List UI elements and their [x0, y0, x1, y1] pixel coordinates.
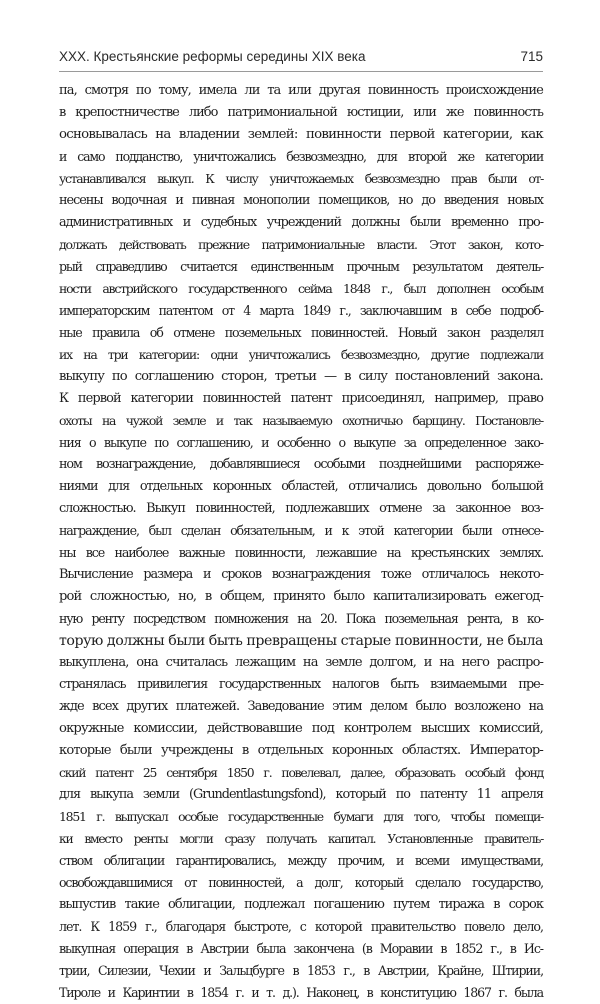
text-line: в крепостничестве либо патримониальной юстиции, или же повинность [59, 105, 543, 120]
text-line: рой сложностью, но, в общем, принято было капитализировать ежегод- [59, 589, 543, 604]
running-title: XXX. Крестьянские реформы середины XIX века [59, 49, 366, 64]
text-line: выкупная операция в Австрии была закончена (в Моравии в 1852 г., в Ис- [59, 941, 543, 956]
text-line: их на три категории: одни уничтожались безвозмездно, другие подлежали [59, 347, 543, 362]
text-line: устанавливался выкуп. К числу уничтожаемых безвозмездно прав были от- [59, 172, 543, 186]
text-line: трии, Силезии, Чехии и Зальцбурге в 1853 г., в Австрии, Крайне, Штирии, [59, 963, 543, 978]
text-line: награждение, был сделан обязательным, и к этой категории были отнесе- [59, 523, 543, 538]
text-line: ны все наиболее важные повинности, лежавшие на крестьянских землях. [59, 545, 543, 560]
text-line: выкуплена, она считалась лежащим на земле долгом, и на него распро- [59, 655, 543, 670]
text-line: освобождавшимися от повинностей, а долг, который сделало государство, [59, 875, 543, 890]
page-number: 715 [520, 49, 543, 64]
text-line: Тироле и Каринтии в 1854 г. и т. д.). Наконец, в конституцию 1867 г. была [59, 985, 543, 1000]
text-line: ниями для отдельных коронных областей, отличались довольно большой [59, 479, 543, 494]
text-line: ную ренту посредством помножения на 20. Пока поземельная рента, в ко- [59, 611, 543, 626]
text-line: основывалась на владении землей: повинности первой категории, как [59, 127, 543, 142]
text-line: для выкупа земли (Grundentlastungsfond), который по патенту 11 апреля [59, 787, 543, 802]
text-line: сложностью. Выкуп повинностей, подлежавших отмене за законное воз- [59, 501, 543, 516]
text-line: ством облигации гарантировались, между прочим, и всеми имуществами, [59, 853, 543, 868]
text-line: ном вознаграждение, добавлявшиеся особыми позднейшими распоряже- [59, 457, 543, 472]
text-line: выпустив такие облигации, подлежал погашению путем тиража в сорок [59, 897, 543, 912]
text-line: императорским патентом от 4 марта 1849 г., заключавшим в себе подроб- [59, 303, 543, 318]
text-line: лет. К 1859 г., благодаря быстроте, с которой правительство повело дело, [59, 919, 543, 934]
text-line: К первой категории повинностей патент присоединял, например, право [59, 391, 543, 406]
text-line: ные правила об отмене поземельных повинностей. Новый закон разделял [59, 325, 543, 340]
header-rule [59, 71, 543, 72]
text-line: должать действовать прежние патримониальные власти. Этот закон, кото- [59, 237, 543, 252]
text-line: жде всех других платежей. Заведование этим делом было возложено на [59, 699, 543, 714]
body-text [59, 80, 543, 1004]
text-line: торую должны были быть превращены старые повинности, не была [59, 633, 543, 649]
text-line: охоты на чужой земле и так называемую охотничью барщину. Постановле- [59, 413, 543, 428]
text-line: Вычисление размера и сроков вознаграждения тоже отличалось некото- [59, 567, 543, 582]
running-header [59, 49, 543, 71]
text-line: ния о выкупе по соглашению, и особенно о выкупе за определенное зако- [59, 435, 543, 450]
text-line: окружные комиссии, действовавшие под контролем высших комиссий, [59, 721, 543, 736]
text-line: несены водочная и пивная монополии помещиков, но до введения новых [59, 193, 543, 208]
text-line: выкупу по соглашению сторон, третьи — в силу постановлений закона. [59, 369, 543, 384]
text-line: ский патент 25 сентября 1850 г. повелевал, далее, образовать особый фонд [59, 766, 543, 780]
text-line: ности австрийского государственного сейма 1848 г., был дополнен особым [59, 281, 543, 296]
text-line: и само подданство, уничтожались безвозмездно, для второй же категории [59, 149, 543, 164]
text-line: которые были учреждены в отдельных коронных областях. Император- [59, 743, 543, 758]
text-line: 1851 г. выпускал особые государственные бумаги для того, чтобы помещи- [59, 809, 543, 824]
text-line: рый справедливо считается единственным прочным результатом деятель- [59, 259, 543, 274]
text-line: административных и судебных учреждений должны были временно про- [59, 215, 543, 230]
text-line: ки вместо ренты могли сразу получать капитал. Установленные правитель- [59, 832, 543, 846]
text-line: странялась привилегия государственных налогов быть взимаемыми пре- [59, 677, 543, 692]
text-line: па, смотря по тому, имела ли та или другая повинность происхождение [59, 83, 543, 98]
